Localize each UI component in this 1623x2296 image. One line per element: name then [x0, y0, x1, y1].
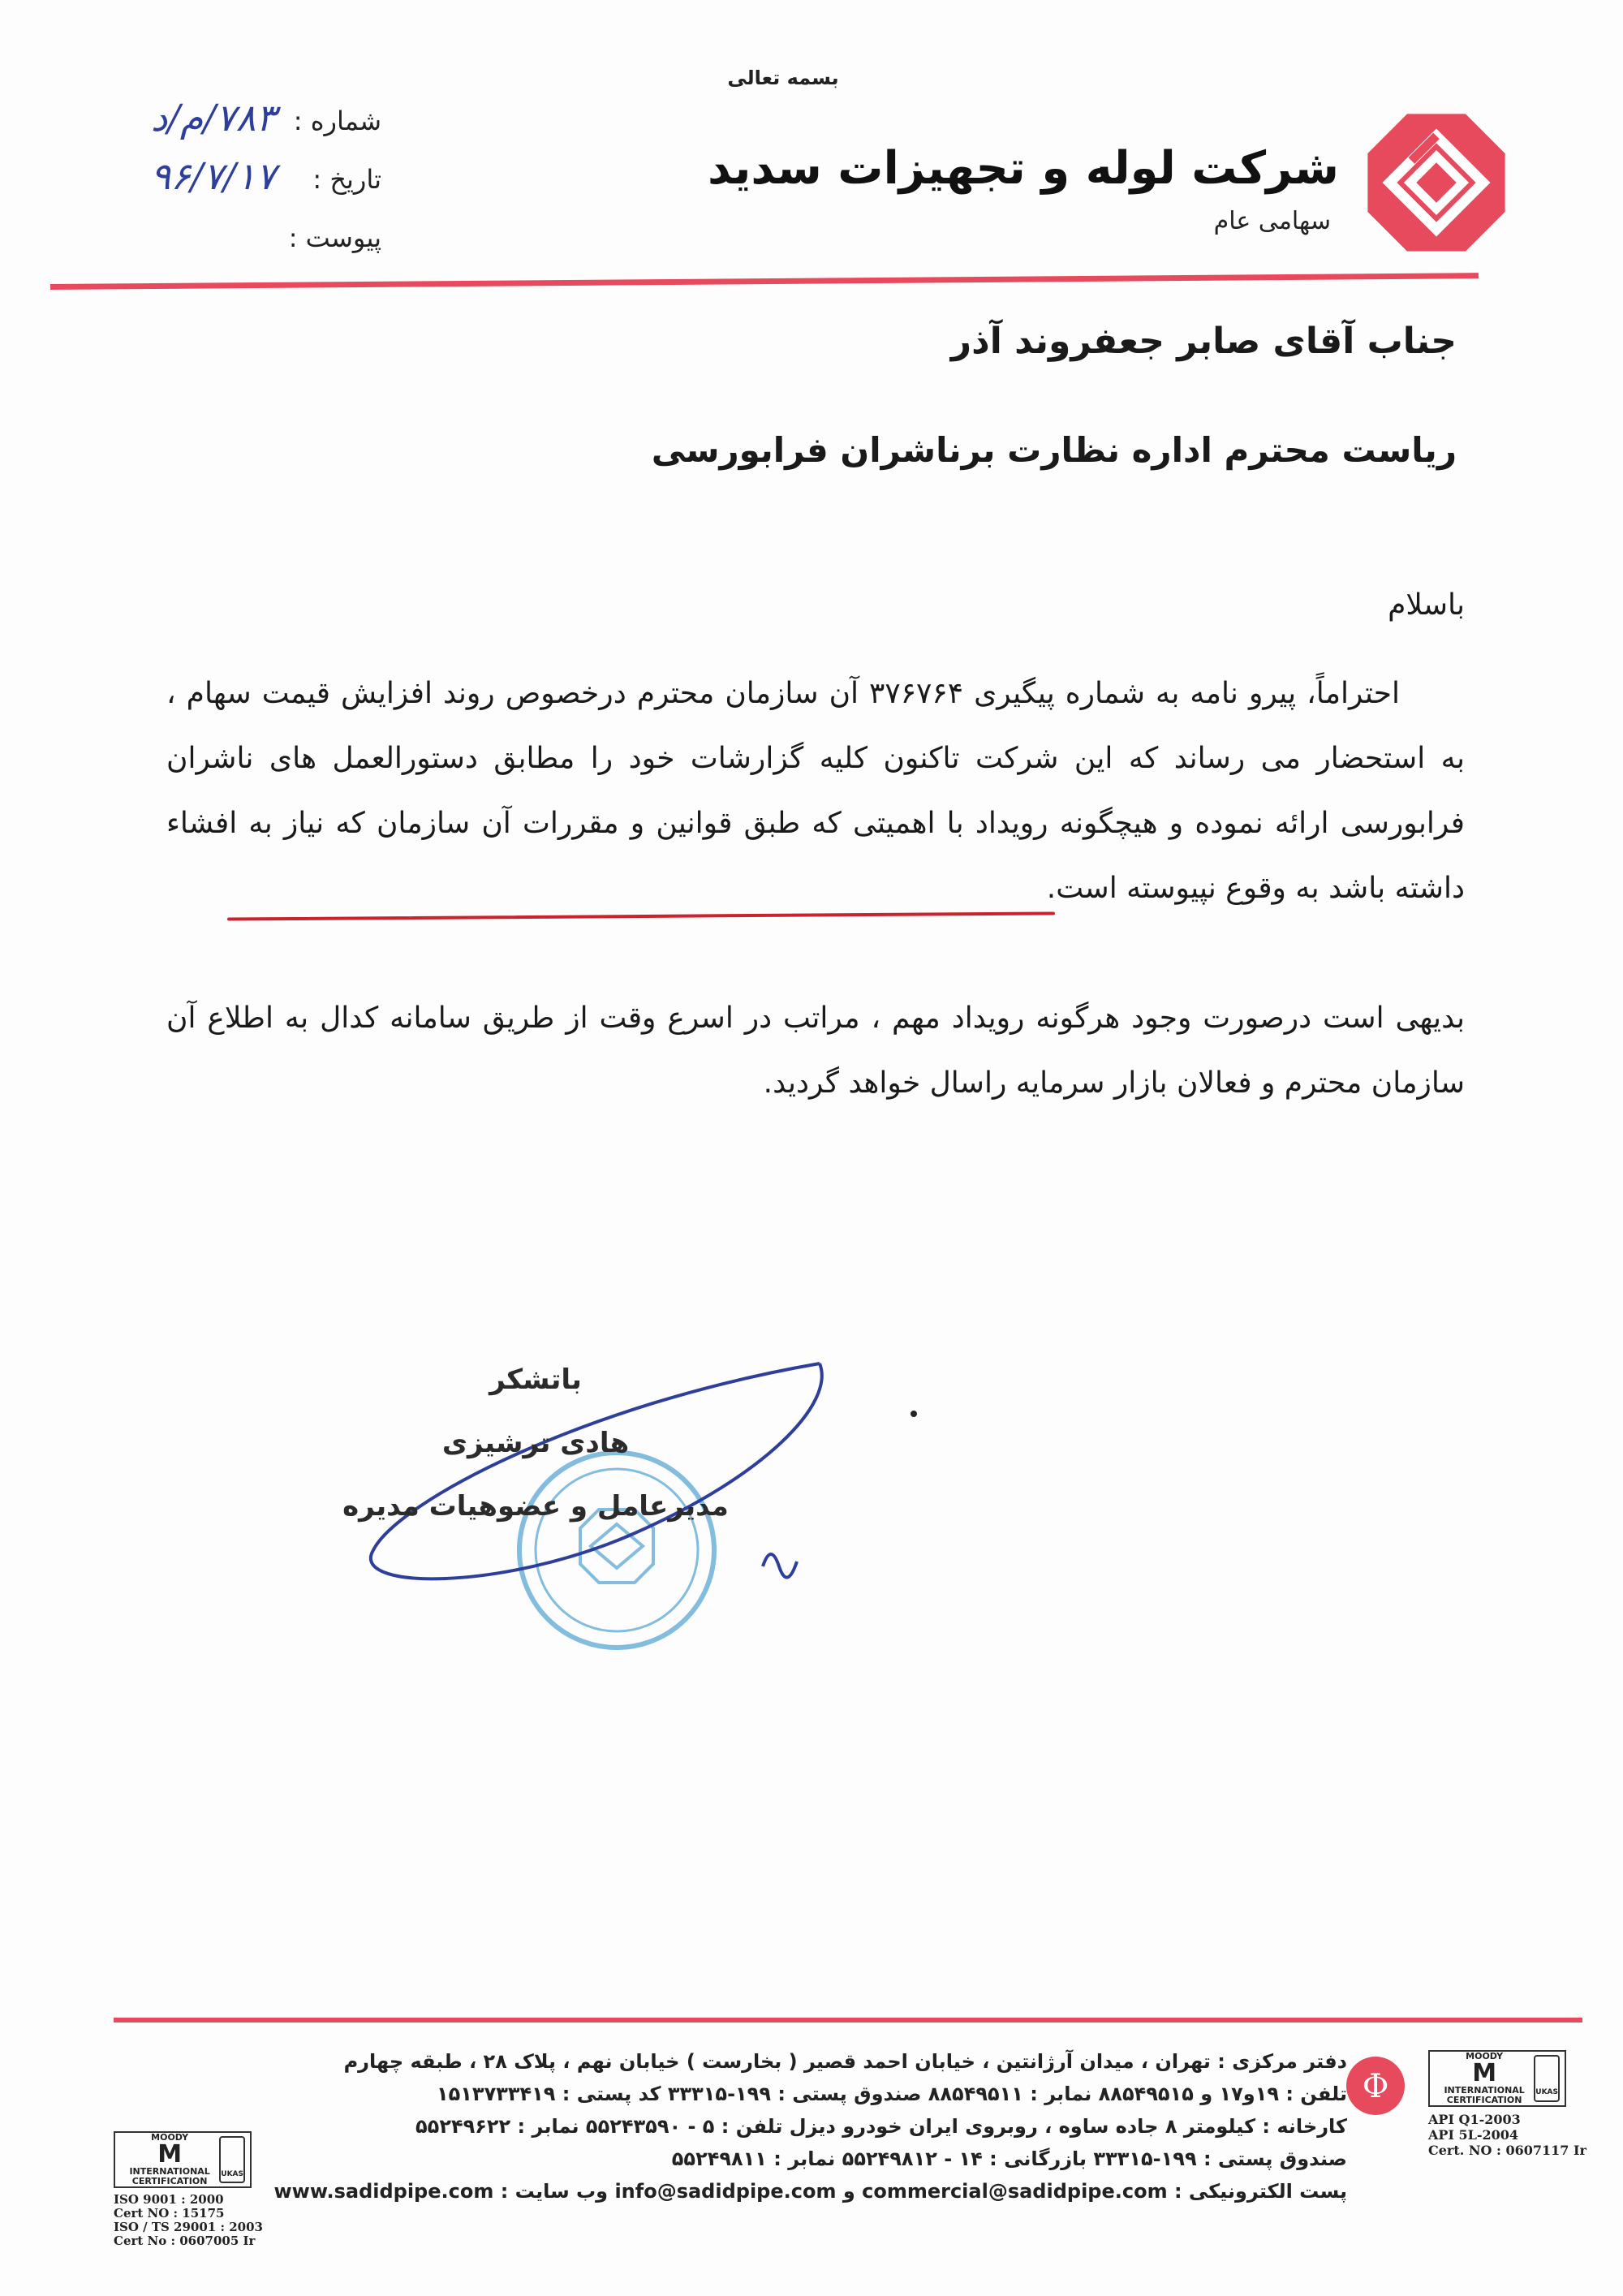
date-row [122, 154, 398, 222]
body-paragraph-1: احتراماً، پیرو نامه به شماره پیگیری ۳۷۶۷۶۴ آن سازمان محترم درخصوص روند افزایش قیمت سهام ، به استحضار می رساند که این شرکت تاکنون کلیه گزارشات خود را مطابق دستورالعمل های ناشران فرابورسی ارائه نموده و هیچگونه رویداد با اهمیتی که طبق قوانین و مقررات آن سازمان که نیاز به افشاء داشته باشد به وقوع نپیوسته است. [166, 677, 1465, 905]
moody-icon-right: MOODY M INTERNATIONAL CERTIFICATION [1444, 2051, 1525, 2105]
signature-initials [763, 1554, 797, 1578]
api-logo-icon [1343, 2053, 1408, 2118]
ink-dot [911, 1411, 917, 1417]
footer-line-2: تلفن : ۱۹و۱۷ و ۸۸۵۴۹۵۱۵ نمابر : ۸۸۵۴۹۵۱۱ صندوق پستی : ۱۹۹-۳۳۳۱۵ کد پستی : ۱۵۱۳۷۳۳۴۱۹ [436, 2083, 1347, 2105]
certificates-left [114, 2131, 276, 2248]
recipient-name: جناب آقای صابر جعفروند آذر [950, 321, 1457, 362]
signer-name: هادی ترشیزی [441, 1427, 630, 1459]
cert-left-line-3: ISO / TS 29001 : 2003 [114, 2220, 263, 2234]
cert-right-line-3: Cert. NO : 0607117 Ir [1428, 2143, 1586, 2158]
footer-line-1: دفتر مرکزی : تهران ، میدان آرژانتین ، خیابان احمد قصیر ( بخارست ) خیابان نهم ، پلاک ۲۸ ، طبقه چهارم [343, 2050, 1347, 2073]
moody-cert-logo [114, 2131, 252, 2188]
cert-right-line-2: API 5L-2004 [1428, 2127, 1519, 2143]
footer-contact [273, 2045, 1347, 2208]
moody-cert-logo-right [1428, 2050, 1566, 2107]
letter-meta [122, 96, 398, 281]
date-label: تاریخ : [312, 164, 381, 195]
cert-left-line-4: Cert No : 0607005 Ir [114, 2234, 256, 2248]
body-paragraph-2: بدیهی است درصورت وجود هرگونه رویداد مهم ، مراتب در اسرع وقت از طریق سامانه کدال به اطلاع آن سازمان محترم و فعالان بازار سرمایه راسال خواهد گردید. [166, 1002, 1465, 1100]
number-label: شماره : [293, 106, 381, 136]
footer-divider [114, 2018, 1582, 2022]
attachment-label: پیوست : [288, 222, 381, 253]
ukas-icon-right: UKAS [1534, 2055, 1560, 2102]
bismillah: بسمه تعالی [727, 67, 839, 89]
signer-title: مدیرعامل و عضوهیات مدیره [342, 1490, 729, 1523]
certificates-right [1428, 2050, 1591, 2158]
footer-line-5: پست الکترونیکی : commercial@sadidpipe.com و info@sadidpipe.com وب سایت : www.sadidpipe.com [273, 2180, 1347, 2203]
attachment-row [122, 222, 398, 281]
number-value: ۷۸۳/م/د [150, 96, 276, 140]
company-logo-icon [1363, 110, 1509, 256]
company-type: سهامی عام [1213, 207, 1331, 235]
greeting: باسلام [1388, 588, 1465, 622]
cert-left-line-1: ISO 9001 : 2000 [114, 2192, 224, 2207]
moody-icon: MOODY M INTERNATIONAL CERTIFICATION [129, 2132, 210, 2186]
svg-text:Φ: Φ [1362, 2068, 1389, 2105]
signature-block [292, 1363, 779, 1553]
cert-right-line-1: API Q1-2003 [1428, 2112, 1521, 2127]
footer-line-3: کارخانه : کیلومتر ۸ جاده ساوه ، روبروی ایران خودرو دیزل تلفن : ۵ - ۵۵۲۴۳۵۹۰ نمابر : ۵۵۲۴۹۶۲۲ [415, 2115, 1347, 2138]
ukas-icon: UKAS [219, 2136, 245, 2183]
closing: باتشکر [489, 1363, 582, 1396]
cert-left-line-2: Cert NO : 15175 [114, 2206, 225, 2221]
recipient-title: ریاست محترم اداره نظارت برناشران فرابورسی [651, 430, 1457, 470]
date-value: ۹۶/۷/۱۷ [150, 154, 276, 198]
company-name: شرکت لوله و تجهیزات سدید [708, 142, 1339, 195]
footer-line-4: صندوق پستی : ۱۹۹-۳۳۳۱۵ بازرگانی : ۱۴ - ۵۵۲۴۹۸۱۲ نمابر : ۵۵۲۴۹۸۱۱ [671, 2147, 1347, 2170]
